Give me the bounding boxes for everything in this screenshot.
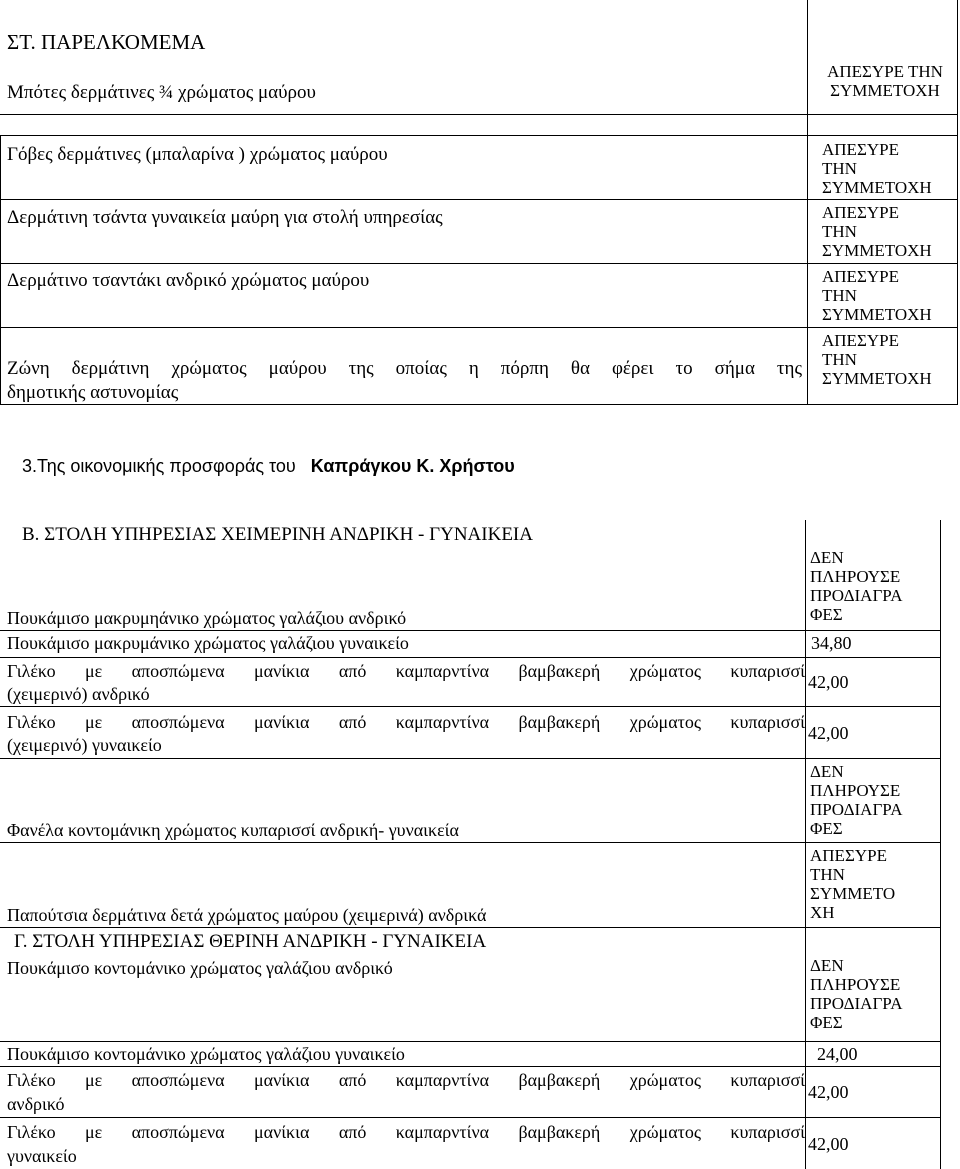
section-heading: ΣΤ. ΠΑΡΕΛΚΟΜΕΜΑ — [7, 30, 206, 54]
uniform-value: 42,00 — [808, 1082, 849, 1102]
uniform-value: 42,00 — [808, 723, 849, 743]
table-rule — [0, 657, 941, 658]
accessory-item: Δερμάτινο τσαντάκι ανδρικό χρώματος μαύρου — [7, 270, 370, 291]
uniform-item: Γιλέκο με αποσπώμενα μανίκια από καμπαρντίνα βαμβακερή χρώματος κυπαρισσί — [7, 1122, 805, 1142]
uniform-item: Πουκάμισο μακρυμάνικο χρώματος γαλάζιου γυναικείο — [7, 633, 409, 653]
table-rule — [0, 263, 958, 264]
uniform-value: 24,00 — [817, 1044, 858, 1064]
accessory-item: Δερμάτινη τσάντα γυναικεία μαύρη για στολή υπηρεσίας — [7, 207, 443, 228]
uniform-item: Παπούτσια δερμάτινα δετά χρώματος μαύρου (χειμερινά) ανδρικά — [7, 905, 487, 925]
uniform-value: 42,00 — [808, 672, 849, 692]
table-rule — [0, 1041, 941, 1042]
table-rule — [0, 842, 941, 843]
uniform-item: Πουκάμισο μακρυμηάνικο χρώματος γαλάζιου ανδρικό — [7, 608, 407, 628]
accessory-item: Ζώνη δερμάτινη χρώματος μαύρου της οποίας η πόρπη θα φέρει το σήμα της — [7, 358, 802, 379]
accessory-item-continued: δημοτικής αστυνομίας — [7, 382, 179, 403]
uniform-item-continued: (χειμερινό) γυναικείο — [7, 735, 162, 755]
table-rule — [0, 630, 941, 631]
table-rule — [940, 520, 941, 1169]
uniform-item: Γιλέκο με αποσπώμενα μανίκια από καμπαρντίνα βαμβακερή χρώματος κυπαρισσί — [7, 1070, 805, 1090]
uniform-value: ΑΠΕΣΥΡΕ ΤΗΝ ΣΥΜΜΕΤΟ ΧΗ — [810, 846, 896, 922]
accessory-item: Γόβες δερμάτινες (μπαλαρίνα ) χρώματος μαύρου — [7, 144, 388, 165]
uniform-item-continued: γυναικείο — [7, 1146, 77, 1166]
section-heading: Β. ΣΤΟΛΗ ΥΠΗΡΕΣΙΑΣ ΧΕΙΜΕΡΙΝΗ ΑΝΔΡΙΚΗ - ΓΥΝΑΙΚΕΙΑ — [22, 524, 533, 545]
accessory-status: ΑΠΕΣΥΡΕ ΤΗΝ ΣΥΜΜΕΤΟΧΗ — [827, 62, 943, 100]
table-rule — [957, 0, 958, 404]
accessory-status: ΑΠΕΣΥΡΕ ΤΗΝ ΣΥΜΜΕΤΟΧΗ — [822, 267, 932, 324]
table-rule — [0, 706, 941, 707]
table-rule — [0, 927, 941, 928]
section-heading: Γ. ΣΤΟΛΗ ΥΠΗΡΕΣΙΑΣ ΘΕΡΙΝΗ ΑΝΔΡΙΚΗ - ΓΥΝΑΙΚΕΙΑ — [14, 931, 487, 952]
accessory-status: ΑΠΕΣΥΡΕ ΤΗΝ ΣΥΜΜΕΤΟΧΗ — [822, 203, 932, 260]
table-rule — [0, 1117, 941, 1118]
offer-prefix: 3.Της οικονομικής προσφοράς του — [22, 456, 296, 476]
table-rule — [0, 135, 958, 136]
offer-name: Καπράγκου Κ. Χρήστου — [310, 456, 515, 476]
offer-line — [22, 455, 515, 477]
uniform-value: 34,80 — [811, 633, 852, 653]
uniform-value: ΔΕΝ ΠΛΗΡΟΥΣΕ ΠΡΟΔΙΑΓΡΑ ΦΕΣ — [810, 548, 903, 624]
table-rule — [805, 520, 806, 1169]
uniform-item: Πουκάμισο κοντομάνικο χρώματος γαλάζιου γυναικείο — [7, 1044, 405, 1064]
uniform-item: Πουκάμισο κοντομάνικο χρώματος γαλάζιου ανδρικό — [7, 958, 393, 978]
table-rule — [0, 404, 958, 405]
table-rule — [0, 1066, 941, 1067]
table-rule — [0, 199, 958, 200]
uniform-item: Φανέλα κοντομάνικη χρώματος κυπαρισσί ανδρική- γυναικεία — [7, 820, 459, 840]
uniform-item-continued: ανδρικό — [7, 1094, 65, 1114]
table-rule — [0, 114, 958, 115]
accessory-item: Μπότες δερμάτινες ¾ χρώματος μαύρου — [7, 82, 316, 103]
accessory-status: ΑΠΕΣΥΡΕ ΤΗΝ ΣΥΜΜΕΤΟΧΗ — [822, 331, 932, 388]
table-rule — [0, 758, 941, 759]
uniform-value: 42,00 — [808, 1134, 849, 1154]
table-rule — [0, 135, 1, 404]
table-rule — [807, 0, 808, 404]
uniform-item-continued: (χειμερινό) ανδρικό — [7, 684, 150, 704]
uniform-value: ΔΕΝ ΠΛΗΡΟΥΣΕ ΠΡΟΔΙΑΓΡΑ ΦΕΣ — [810, 956, 903, 1032]
uniform-item: Γιλέκο με αποσπώμενα μανίκια από καμπαρντίνα βαμβακερή χρώματος κυπαρισσί — [7, 661, 805, 681]
table-rule — [0, 327, 958, 328]
uniform-item: Γιλέκο με αποσπώμενα μανίκια από καμπαρντίνα βαμβακερή χρώματος κυπαρισσί — [7, 712, 805, 732]
accessory-status: ΑΠΕΣΥΡΕ ΤΗΝ ΣΥΜΜΕΤΟΧΗ — [822, 140, 932, 197]
uniform-value: ΔΕΝ ΠΛΗΡΟΥΣΕ ΠΡΟΔΙΑΓΡΑ ΦΕΣ — [810, 762, 903, 838]
